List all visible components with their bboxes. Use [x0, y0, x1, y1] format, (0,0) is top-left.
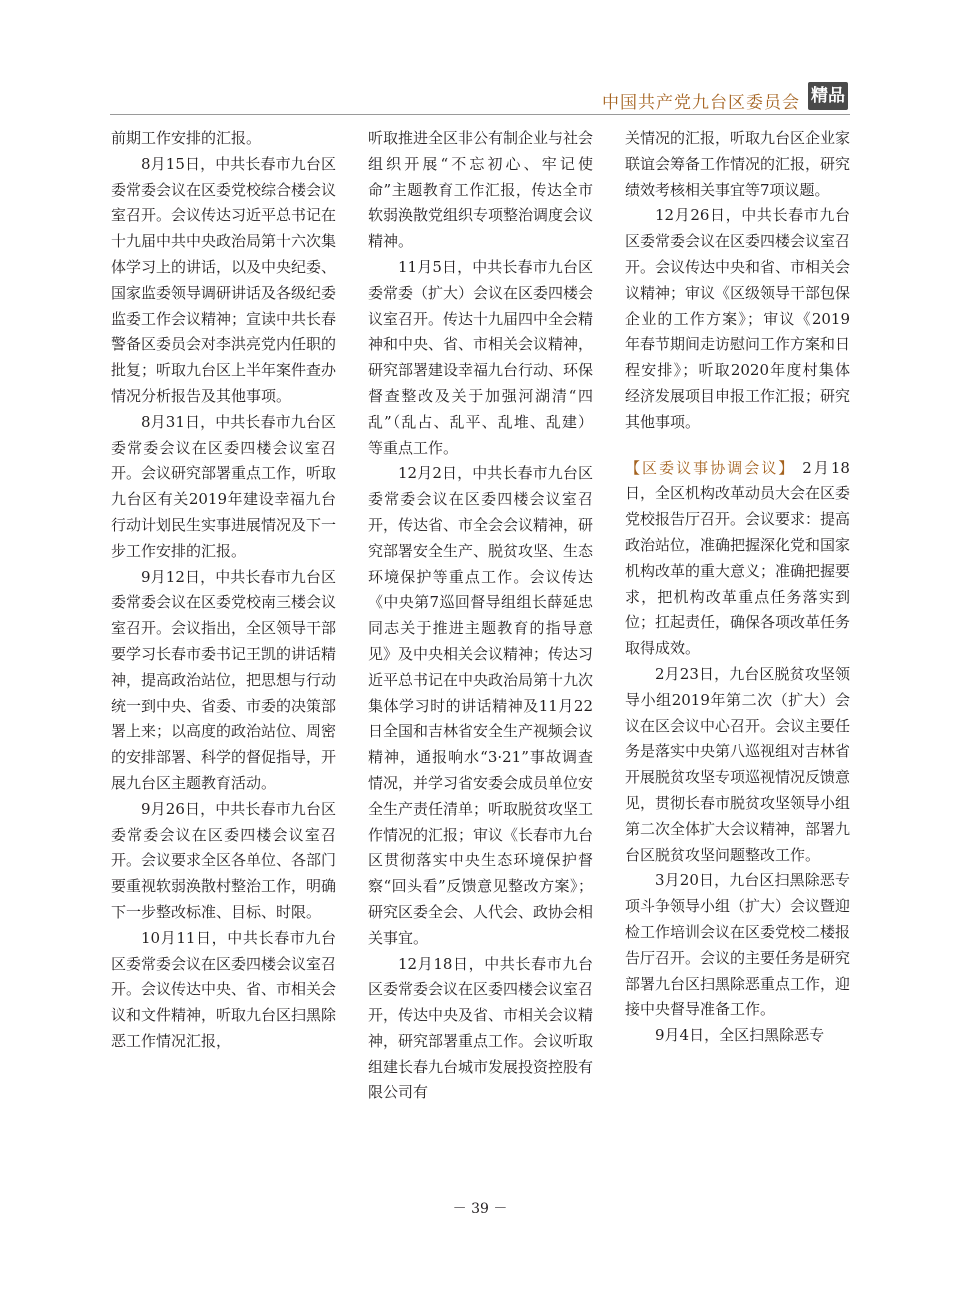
paragraph: 听取推进全区非公有制企业与社会组织开展“不忘初心、牢记使命”主题教育工作汇报，传达全市软弱涣散党组织专项整治调度会议精神。 — [368, 129, 594, 251]
paragraph: 12月26日，中共长春市九台区委常委会议在区委四楼会议室召开。会议传达中央和省、市相关会议精神；审议《区级领导干部包保企业的工作方案》；审议《2019年春节期间走访慰问工作方案和日程安排》；听取2020年度村集体经济发展项目申报工作汇报；研究其他事项。 — [625, 206, 851, 431]
publication-logo: 精品 — [808, 82, 848, 110]
page-number: － 39 － — [452, 1201, 508, 1217]
paragraph: 3月20日，九台区扫黑除恶专项斗争领导小组（扩大）会议暨迎检工作培训会议在区委党校二楼报告厅召开。会议的主要任务是研究部署九台区扫黑除恶重点工作，迎接中央督导准备工作。 — [625, 871, 851, 1019]
paragraph: 12月2日，中共长春市九台区委常委会议在区委四楼会议室召开，传达省、市全会会议精神，研究部署安全生产、脱贫攻坚、生态环境保护等重点工作。会议传达《中央第7巡回督导组组长薛延忠同志关于推进主题教育的指导意见》及中央相关会议精神；传达习近平总书记在中央政治局第十九次集体学习时的讲话精神及11月22日全国和吉林省安全生产视频会议精神，通报响水“3·21”事故调查情况，并学习省安委会成员单位安全生产责任清单；听取脱贫攻坚工作情况的汇报；审议《长春市九台区贯彻落实中央生态环境保护督察“回头看”反馈意见整改方案》；研究区委全会、人代会、政协会相关事宜。 — [368, 464, 594, 947]
paragraph: 12月18日，中共长春市九台区委常委会议在区委四楼会议室召开，传达中央及省、市相关会议精神，研究部署重点工作。会议听取组建长春九台城市发展投资控股有限公司有 — [368, 954, 594, 1102]
column-right — [625, 126, 850, 1049]
paragraph: 9月4日，全区扫黑除恶专 — [655, 1026, 825, 1045]
section-heading: 【区委议事协调会议】 — [625, 458, 796, 477]
header-title: 中国共产党九台区委员会 — [602, 93, 800, 113]
column-left — [111, 126, 336, 1055]
section-paragraph — [625, 456, 850, 662]
paragraph: 11月5日，中共长春市九台区委常委（扩大）会议在区委四楼会议室召开。传达十九届四中全会精神和中央、省、市相关会议精神，研究部署建设幸福九台行动、环保督查整改及关于加强河湖清“四乱”（乱占、乱平、乱堆、乱建）等重点工作。 — [368, 257, 594, 457]
paragraph: 2月23日，九台区脱贫攻坚领导小组2019年第二次（扩大）会议在区会议中心召开。会议主要任务是落实中央第八巡视组对吉林省开展脱贫攻坚专项巡视情况反馈意见，贯彻长春市脱贫攻坚领导小组第二次全体扩大会议精神，部署九台区脱贫攻坚问题整改工作。 — [625, 664, 851, 864]
column-middle — [368, 126, 593, 1106]
paragraph: 9月12日，中共长春市九台区委常委会议在区委党校南三楼会议室召开。会议指出，全区领导干部要学习长春市委书记王凯的讲话精神，提高政治站位，把思想与行动统一到中央、省委、市委的决策部署上来；以高度的政治站位、周密的安排部署、科学的督促指导，开展九台区主题教育活动。 — [111, 567, 337, 792]
paragraph: 10月11日，中共长春市九台区委常委会议在区委四楼会议室召开。会议传达中央、省、市相关会议和文件精神，听取九台区扫黑除恶工作情况汇报， — [111, 928, 337, 1050]
paragraph: 8月15日，中共长春市九台区委常委会议在区委党校综合楼会议室召开。会议传达习近平总书记在十九届中共中央政治局第十六次集体学习上的讲话，以及中央纪委、国家监委领导调研讲话及各级纪委监委工作会议精神；宣读中共长春警备区委员会对李洪亮党内任职的批复；听取九台区上半年案件查办情况分析报告及其他事项。 — [111, 154, 337, 405]
paragraph-text: 2月18日，全区机构改革动员大会在区委党校报告厅召开。会议要求：提高政治站位，准确把握深化党和国家机构改革的重大意义；准确把握要求，把机构改革重点任务落实到位；扛起责任，确保各项改革任务取得成效。 — [625, 458, 851, 658]
paragraph: 9月26日，中共长春市九台区委常委会议在区委四楼会议室召开。会议要求全区各单位、各部门要重视软弱涣散村整治工作，明确下一步整改标准、目标、时限。 — [111, 799, 337, 921]
header-divider — [110, 114, 850, 115]
paragraph: 关情况的汇报，听取九台区企业家联谊会筹备工作情况的汇报，研究绩效考核相关事宜等7项议题。 — [625, 129, 851, 199]
paragraph: 前期工作安排的汇报。 — [111, 129, 262, 147]
paragraph: 8月31日，中共长春市九台区委常委会议在区委四楼会议室召开。会议研究部署重点工作，听取九台区有关2019年建设幸福九台行动计划民生实事进展情况及下一步工作安排的汇报。 — [111, 412, 337, 560]
